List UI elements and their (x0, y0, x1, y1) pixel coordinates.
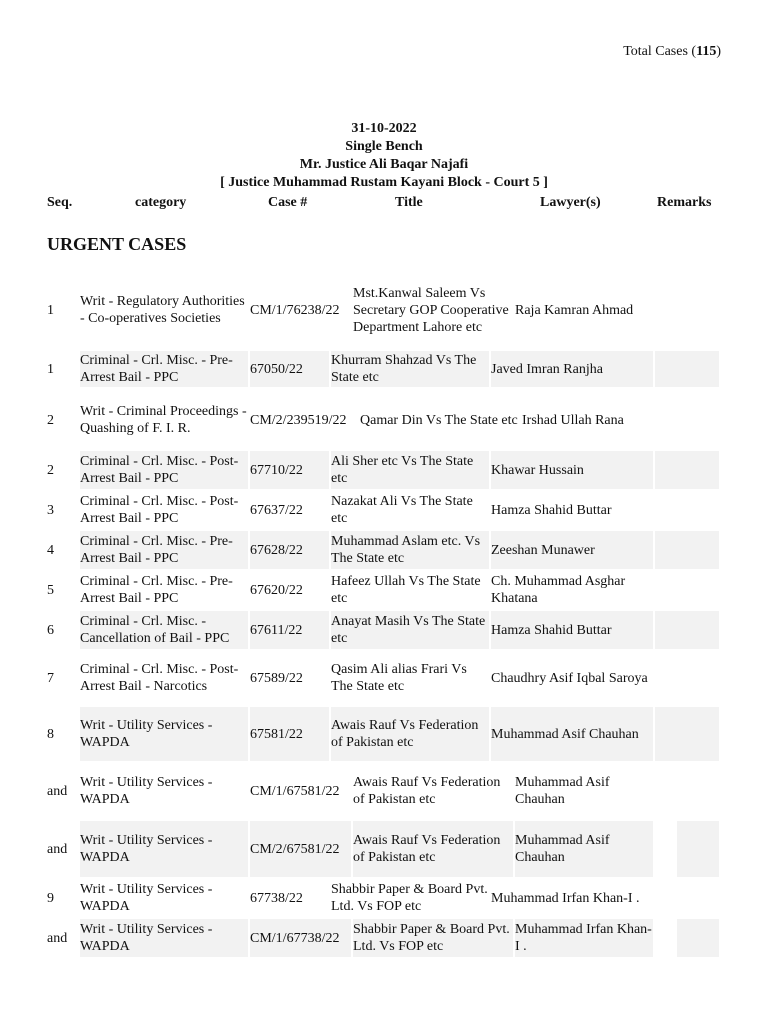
case-text: CM/1/67738/22 (250, 930, 340, 946)
cell-remarks (655, 491, 719, 529)
cell-remarks (677, 821, 719, 877)
table-row (45, 451, 721, 489)
cell-lawyer (515, 821, 653, 877)
table-row (45, 821, 721, 877)
title-text: Khurram Shahzad Vs The State etc (331, 353, 477, 385)
seq-text: 1 (47, 361, 54, 377)
seq-text: 8 (47, 726, 54, 742)
col-seq: Seq. (47, 195, 73, 210)
cell-category (80, 351, 248, 387)
case-text: 67710/22 (250, 462, 303, 478)
cell-category (80, 491, 248, 529)
cell-title (331, 451, 489, 489)
case-text: CM/1/76238/22 (250, 302, 340, 318)
cell-lawyer (515, 919, 653, 957)
cell-case (250, 491, 329, 529)
case-text: 67611/22 (250, 622, 303, 638)
cell-seq (47, 571, 78, 609)
col-remarks: Remarks (657, 195, 712, 210)
total-cases (623, 44, 721, 60)
cell-title (331, 351, 489, 387)
cell-category (80, 389, 248, 451)
cause-list-header (0, 120, 768, 192)
judge-name: Mr. Justice Ali Baqar Najafi (299, 157, 469, 172)
cell-lawyer (491, 451, 653, 489)
cell-title (331, 531, 489, 569)
cell-lawyer (491, 531, 653, 569)
col-category: category (135, 195, 187, 210)
cell-seq (47, 821, 78, 877)
seq-text: and (47, 841, 68, 857)
cell-remarks (655, 271, 719, 349)
cell-remarks (655, 879, 719, 917)
title-text: Anayat Masih Vs The State etc (331, 614, 486, 646)
table-row (45, 389, 721, 451)
table-row (45, 707, 721, 761)
lawyer-text: Raja Kamran Ahmad (515, 302, 634, 318)
seq-text: 2 (47, 412, 54, 428)
category-text: Writ - Criminal Proceedings - Quashing of F. I. R. (80, 404, 247, 436)
cell-category (80, 821, 248, 877)
case-text: 67628/22 (250, 542, 303, 558)
total-label: Total Cases ( (623, 44, 697, 59)
lawyer-text: Hamza Shahid Buttar (491, 622, 612, 638)
cell-remarks (655, 763, 719, 819)
cell-category (80, 531, 248, 569)
cell-title (331, 651, 489, 705)
seq-text: 6 (47, 622, 54, 638)
cell-lawyer (522, 389, 660, 451)
cell-category (80, 763, 248, 819)
case-text: 67589/22 (250, 670, 303, 686)
cell-lawyer (491, 707, 653, 761)
cell-lawyer (491, 651, 653, 705)
cell-title (353, 919, 513, 957)
cell-case (250, 271, 351, 349)
table-row (45, 651, 721, 705)
cell-title (331, 571, 489, 609)
cell-category (80, 919, 248, 957)
category-text: Writ - Utility Services - WAPDA (80, 718, 213, 750)
case-text: 67738/22 (250, 890, 303, 906)
cell-category (80, 707, 248, 761)
cell-seq (47, 351, 78, 387)
hearing-date: 31-10-2022 (351, 121, 417, 136)
title-text: Awais Rauf Vs Federation of Pakistan etc (353, 833, 501, 865)
section-title: URGENT CASES (47, 234, 187, 254)
case-text: 67581/22 (250, 726, 303, 742)
col-lawyer: Lawyer(s) (540, 195, 601, 210)
case-text: 67637/22 (250, 502, 303, 518)
category-text: Criminal - Crl. Misc. - Post-Arrest Bail - PPC (80, 454, 239, 486)
cell-lawyer (491, 351, 653, 387)
seq-text: 2 (47, 462, 54, 478)
seq-text: 1 (47, 302, 54, 318)
category-text: Writ - Regulatory Authorities - Co-operatives Societies (80, 294, 245, 326)
category-text: Writ - Utility Services - WAPDA (80, 922, 213, 954)
title-text: Qamar Din Vs The State etc (360, 412, 518, 428)
bench-type: Single Bench (345, 139, 423, 154)
title-text: Shabbir Paper & Board Pvt. Ltd. Vs FOP etc (331, 882, 488, 914)
case-text: 67620/22 (250, 582, 303, 598)
cell-seq (47, 271, 80, 349)
cell-seq (47, 879, 78, 917)
category-text: Criminal - Crl. Misc. - Pre-Arrest Bail - PPC (80, 534, 233, 566)
lawyer-text: Javed Imran Ranjha (491, 361, 603, 377)
cell-remarks (655, 571, 719, 609)
category-text: Criminal - Crl. Misc. - Cancellation of Bail - PPC (80, 614, 230, 646)
table-row (45, 571, 721, 609)
cell-seq (47, 531, 78, 569)
cell-seq (47, 707, 78, 761)
category-text: Writ - Utility Services - WAPDA (80, 833, 213, 865)
cell-category (80, 451, 248, 489)
cell-case (250, 611, 329, 649)
cell-seq (47, 919, 78, 957)
lawyer-text: Zeeshan Munawer (491, 542, 595, 558)
cell-remarks (655, 611, 719, 649)
cell-remarks (655, 707, 719, 761)
cell-case (250, 707, 329, 761)
category-text: Criminal - Crl. Misc. - Post-Arrest Bail - Narcotics (80, 662, 239, 694)
cell-title (331, 491, 489, 529)
cell-case (250, 651, 329, 705)
cell-case (250, 821, 351, 877)
cell-case (250, 763, 351, 819)
cell-lawyer (491, 491, 653, 529)
cell-case (250, 571, 329, 609)
cell-case (250, 879, 329, 917)
category-text: Criminal - Crl. Misc. - Post-Arrest Bail - PPC (80, 494, 239, 526)
seq-text: 4 (47, 542, 54, 558)
lawyer-text: Ch. Muhammad Asghar Khatana (491, 574, 626, 606)
lawyer-text: Muhammad Asif Chauhan (515, 775, 610, 807)
cell-seq (47, 389, 80, 451)
cell-seq (47, 763, 78, 819)
seq-text: 3 (47, 502, 54, 518)
cell-title (331, 707, 489, 761)
cell-case (250, 351, 329, 387)
title-text: Qasim Ali alias Frari Vs The State etc (331, 662, 467, 694)
lawyer-text: Muhammad Irfan Khan-I . (491, 890, 640, 906)
cell-category (80, 271, 248, 349)
cell-remarks (655, 531, 719, 569)
cell-title (353, 763, 513, 819)
lawyer-text: Muhammad Irfan Khan-I . (515, 922, 652, 954)
cell-seq (47, 451, 78, 489)
title-text: Ali Sher etc Vs The State etc (331, 454, 474, 486)
cell-case (250, 919, 351, 957)
table-row (45, 763, 721, 819)
cell-title (331, 611, 489, 649)
lawyer-text: Muhammad Asif Chauhan (491, 726, 639, 742)
category-text: Writ - Utility Services - WAPDA (80, 775, 213, 807)
court-location: [ Justice Muhammad Rustam Kayani Block - Court 5 ] (220, 175, 548, 190)
title-text: Mst.Kanwal Saleem Vs Secretary GOP Cooperative Department Lahore etc (353, 285, 509, 335)
title-text: Awais Rauf Vs Federation of Pakistan etc (331, 718, 479, 750)
lawyer-text: Chaudhry Asif Iqbal Saroya (491, 670, 648, 686)
cell-seq (47, 491, 78, 529)
seq-text: 9 (47, 890, 54, 906)
seq-text: 5 (47, 582, 54, 598)
cell-category (80, 611, 248, 649)
cell-category (80, 651, 248, 705)
cell-lawyer (515, 763, 653, 819)
cell-remarks (655, 651, 719, 705)
cell-title (360, 389, 520, 451)
table-row (45, 611, 721, 649)
cell-remarks (655, 451, 719, 489)
total-close: ) (716, 44, 721, 59)
cell-case (250, 451, 329, 489)
cell-title (353, 821, 513, 877)
table-row (45, 351, 721, 387)
title-text: Muhammad Aslam etc. Vs The State etc (331, 534, 481, 566)
cell-seq (47, 651, 78, 705)
case-text: 67050/22 (250, 361, 303, 377)
table-row (45, 531, 721, 569)
cell-lawyer (491, 571, 653, 609)
category-text: Criminal - Crl. Misc. - Pre-Arrest Bail - PPC (80, 353, 233, 385)
case-text: CM/1/67581/22 (250, 783, 340, 799)
title-text: Shabbir Paper & Board Pvt. Ltd. Vs FOP etc (353, 922, 510, 954)
table-row (45, 879, 721, 917)
cell-lawyer (491, 611, 653, 649)
cell-category (80, 571, 248, 609)
case-text: CM/2/239519/22 (250, 412, 347, 428)
lawyer-text: Irshad Ullah Rana (522, 412, 624, 428)
cell-case (250, 531, 329, 569)
seq-text: and (47, 783, 68, 799)
total-count: 115 (696, 44, 717, 59)
category-text: Writ - Utility Services - WAPDA (80, 882, 213, 914)
cell-category (80, 879, 248, 917)
category-text: Criminal - Crl. Misc. - Pre-Arrest Bail - PPC (80, 574, 233, 606)
title-text: Awais Rauf Vs Federation of Pakistan etc (353, 775, 501, 807)
case-text: CM/2/67581/22 (250, 841, 340, 857)
seq-text: 7 (47, 670, 54, 686)
cell-title (331, 879, 489, 917)
cell-remarks (655, 351, 719, 387)
col-case: Case # (268, 195, 308, 210)
title-text: Nazakat Ali Vs The State etc (331, 494, 473, 526)
seq-text: and (47, 930, 68, 946)
cell-case (250, 389, 358, 451)
cell-seq (47, 611, 78, 649)
cell-lawyer (491, 879, 653, 917)
lawyer-text: Muhammad Asif Chauhan (515, 833, 610, 865)
cell-remarks (677, 919, 719, 957)
table-row (45, 271, 721, 349)
table-row (45, 491, 721, 529)
title-text: Hafeez Ullah Vs The State etc (331, 574, 481, 606)
cell-title (353, 271, 513, 349)
cell-lawyer (515, 271, 653, 349)
col-title: Title (395, 195, 423, 210)
table-row (45, 919, 721, 957)
lawyer-text: Hamza Shahid Buttar (491, 502, 612, 518)
lawyer-text: Khawar Hussain (491, 462, 584, 478)
cell-remarks (662, 389, 719, 451)
